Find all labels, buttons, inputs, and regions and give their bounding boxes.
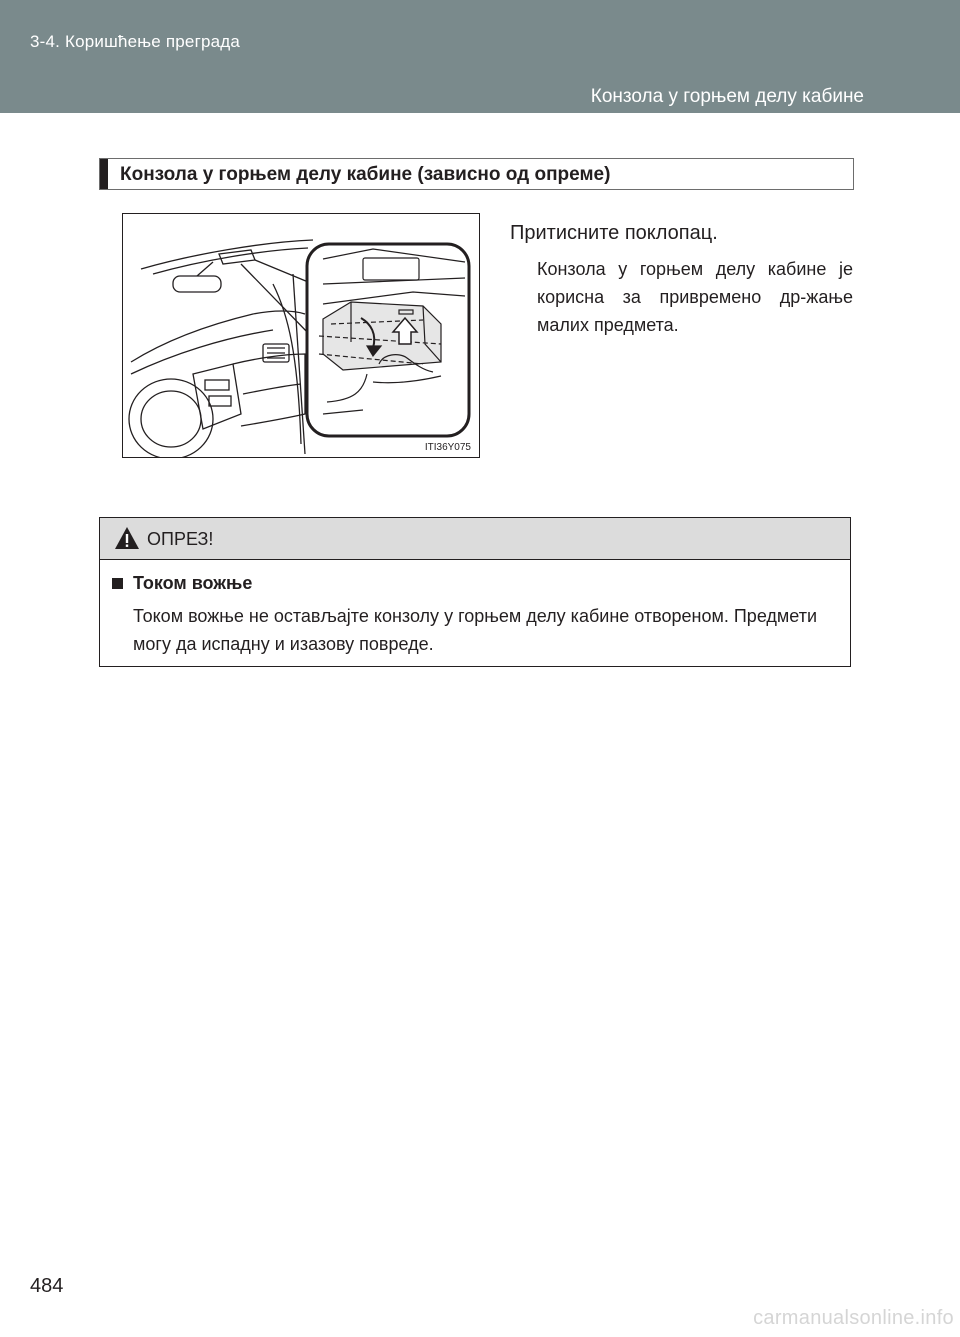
square-bullet-icon	[112, 578, 123, 589]
caution-body: Током вожње не остављајте конзолу у горњем делу кабине отвореном. Предмети могу да испадну и изазову повреде.	[133, 606, 818, 654]
watermark: carmanualsonline.info	[753, 1307, 954, 1329]
page-number: 484	[30, 1275, 64, 1297]
console-illustration	[122, 213, 480, 458]
caution-label: ОПРЕЗ!	[147, 529, 214, 549]
section-title: Конзола у горњем делу кабине (зависно од опреме)	[120, 164, 611, 185]
page-header-band	[0, 0, 960, 113]
section-label: Конзола у горњем делу кабине	[590, 86, 864, 107]
warning-triangle-icon	[114, 526, 140, 550]
caution-subheading: Током вожње	[133, 573, 253, 593]
car-interior-drawing	[123, 214, 479, 457]
caution-header	[100, 518, 850, 560]
instruction-description: Конзола у горњем делу кабине је корисна за привремено др-жање малих предмета.	[537, 259, 853, 335]
section-title-bar	[99, 158, 854, 190]
figure-code: ITI36Y075	[424, 442, 471, 453]
caution-box	[99, 517, 851, 667]
title-accent-bar	[100, 159, 108, 189]
instruction-step: Притисните поклопац.	[510, 222, 718, 244]
chapter-label: 3-4. Коришћење преграда	[30, 32, 241, 51]
